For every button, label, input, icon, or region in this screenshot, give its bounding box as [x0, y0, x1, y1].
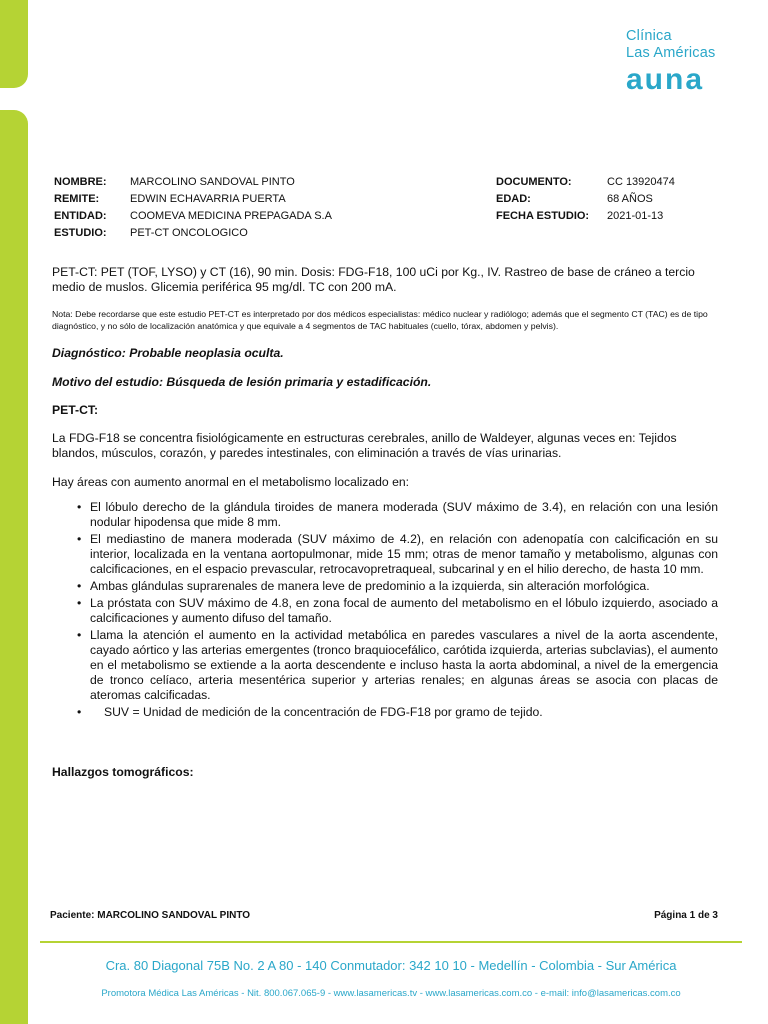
info-value: MARCOLINO SANDOVAL PINTO: [130, 176, 295, 188]
footer-divider: [40, 941, 742, 943]
info-label: DOCUMENTO:: [496, 176, 572, 188]
footer-contact: Promotora Médica Las Américas - Nit. 800.067.065-9 - www.lasamericas.tv - www.lasamericas.com.co - e-mail: info@lasamericas.com.co: [101, 988, 681, 999]
info-value: PET-CT ONCOLOGICO: [130, 227, 248, 239]
info-value: CC 13920474: [607, 176, 675, 188]
findings-intro: Hay áreas con aumento anormal en el metabolismo localizado en:: [52, 475, 410, 489]
finding-item: • Llama la atención el aumento en la actividad metabólica en paredes vasculares a nivel de la aorta ascendente, cayado aórtico y las arterias emergentes (tronco braquiocefálico, carótida izquierda, arterias subclavias), el aumento en el metabolismo se extiende a la aorta descendente e incluso hasta la aorta abdominal, a nivel de la emergencia de tronco celíaco, arteria mesentérica superior y arterias renales; en algunas áreas se asocia con placas de ateromas calcificadas.: [90, 628, 718, 703]
info-row: [54, 193, 734, 209]
info-value: EDWIN ECHAVARRIA PUERTA: [130, 193, 286, 205]
section-heading-pet-ct: PET-CT:: [52, 403, 99, 417]
fdg-distribution-text: La FDG-F18 se concentra fisiológicamente en estructuras cerebrales, anillo de Waldeyer, algunas veces en: Tejidos blandos, músculos, corazón, y paredes intestinales, con eliminación a través de vías urinarias.: [52, 431, 677, 460]
finding-item: • El lóbulo derecho de la glándula tiroides de manera moderada (SUV máximo de 3.4), en relación con una lesión nodular hipodensa que mide 8 mm.: [90, 500, 718, 530]
section-heading-tomographic: Hallazgos tomográficos:: [52, 765, 194, 779]
suv-definition: • SUV = Unidad de medición de la concentración de FDG-F18 por gramo de tejido.: [90, 705, 718, 720]
info-label: FECHA ESTUDIO:: [496, 210, 590, 222]
info-label: NOMBRE:: [54, 176, 107, 188]
study-reason: Motivo del estudio: Búsqueda de lesión primaria y estadificación.: [52, 375, 432, 389]
footer-patient-name: Paciente: MARCOLINO SANDOVAL PINTO: [50, 910, 251, 921]
info-label: REMITE:: [54, 193, 100, 205]
info-row: [54, 210, 734, 226]
auna-logo-mark: [626, 64, 732, 94]
finding-item: • Ambas glándulas suprarenales de manera leve de predominio a la izquierda, sin alteración morfológica.: [90, 579, 718, 594]
diagnosis: Diagnóstico: Probable neoplasia oculta.: [52, 346, 284, 360]
finding-item: • El mediastino de manera moderada (SUV máximo de 4.2), en relación con adenopatía con calcificación en su interior, localizada en la ventana aortopulmonar, mide 15 mm; otras de menor tamaño y metabolismo, algunas con calcificaciones, en el espacio prevascular, retrocavopretraqueal, subcarinal y en el hilio derecho, de hasta 10 mm.: [90, 532, 718, 577]
info-label: EDAD:: [496, 193, 531, 205]
page-number: Página 1 de 3: [654, 910, 718, 921]
finding-item: • La próstata con SUV máximo de 4.8, en zona focal de aumento del metabolismo en el lóbulo izquierdo, asociado a calcificaciones y aumento difuso del tamaño.: [90, 596, 718, 626]
info-value: 2021-01-13: [607, 210, 664, 222]
info-label: ESTUDIO:: [54, 227, 107, 239]
accent-bar-side: [0, 110, 28, 1024]
study-protocol: PET-CT: PET (TOF, LYSO) y CT (16), 90 min. Dosis: FDG-F18, 100 uCi por Kg., IV. Rastreo de base de cráneo a tercio medio de muslos. Glicemia periférica 95 mg/dl. TC con 200 mA.: [52, 265, 695, 294]
clinic-logo: [626, 28, 746, 98]
info-value: COOMEVA MEDICINA PREPAGADA S.A: [130, 210, 332, 222]
accent-bar-top: [0, 0, 28, 88]
logo-line-2: Las Américas: [626, 45, 716, 61]
logo-line-1: Clínica: [626, 28, 672, 44]
info-value: 68 AÑOS: [607, 193, 653, 205]
info-row: [54, 227, 734, 243]
info-label: ENTIDAD:: [54, 210, 107, 222]
footer-address: Cra. 80 Diagonal 75B No. 2 A 80 - 140 Conmutador: 342 10 10 - Medellín - Colombia - Sur América: [105, 958, 677, 973]
findings-list: [52, 500, 718, 722]
auna-wordmark: auna: [626, 64, 705, 94]
info-row: [54, 176, 734, 192]
note-paragraph: Nota: Debe recordarse que este estudio PET-CT es interpretado por dos médicos especialistas: médico nuclear y radiólogo; además que el segmento CT (TAC) es de tipo diagnóstico, y no sólo de localización anatómica y que equivale a 4 segmentos de TAC habituales (cuello, tórax, abdomen y pelvis).: [52, 309, 708, 331]
